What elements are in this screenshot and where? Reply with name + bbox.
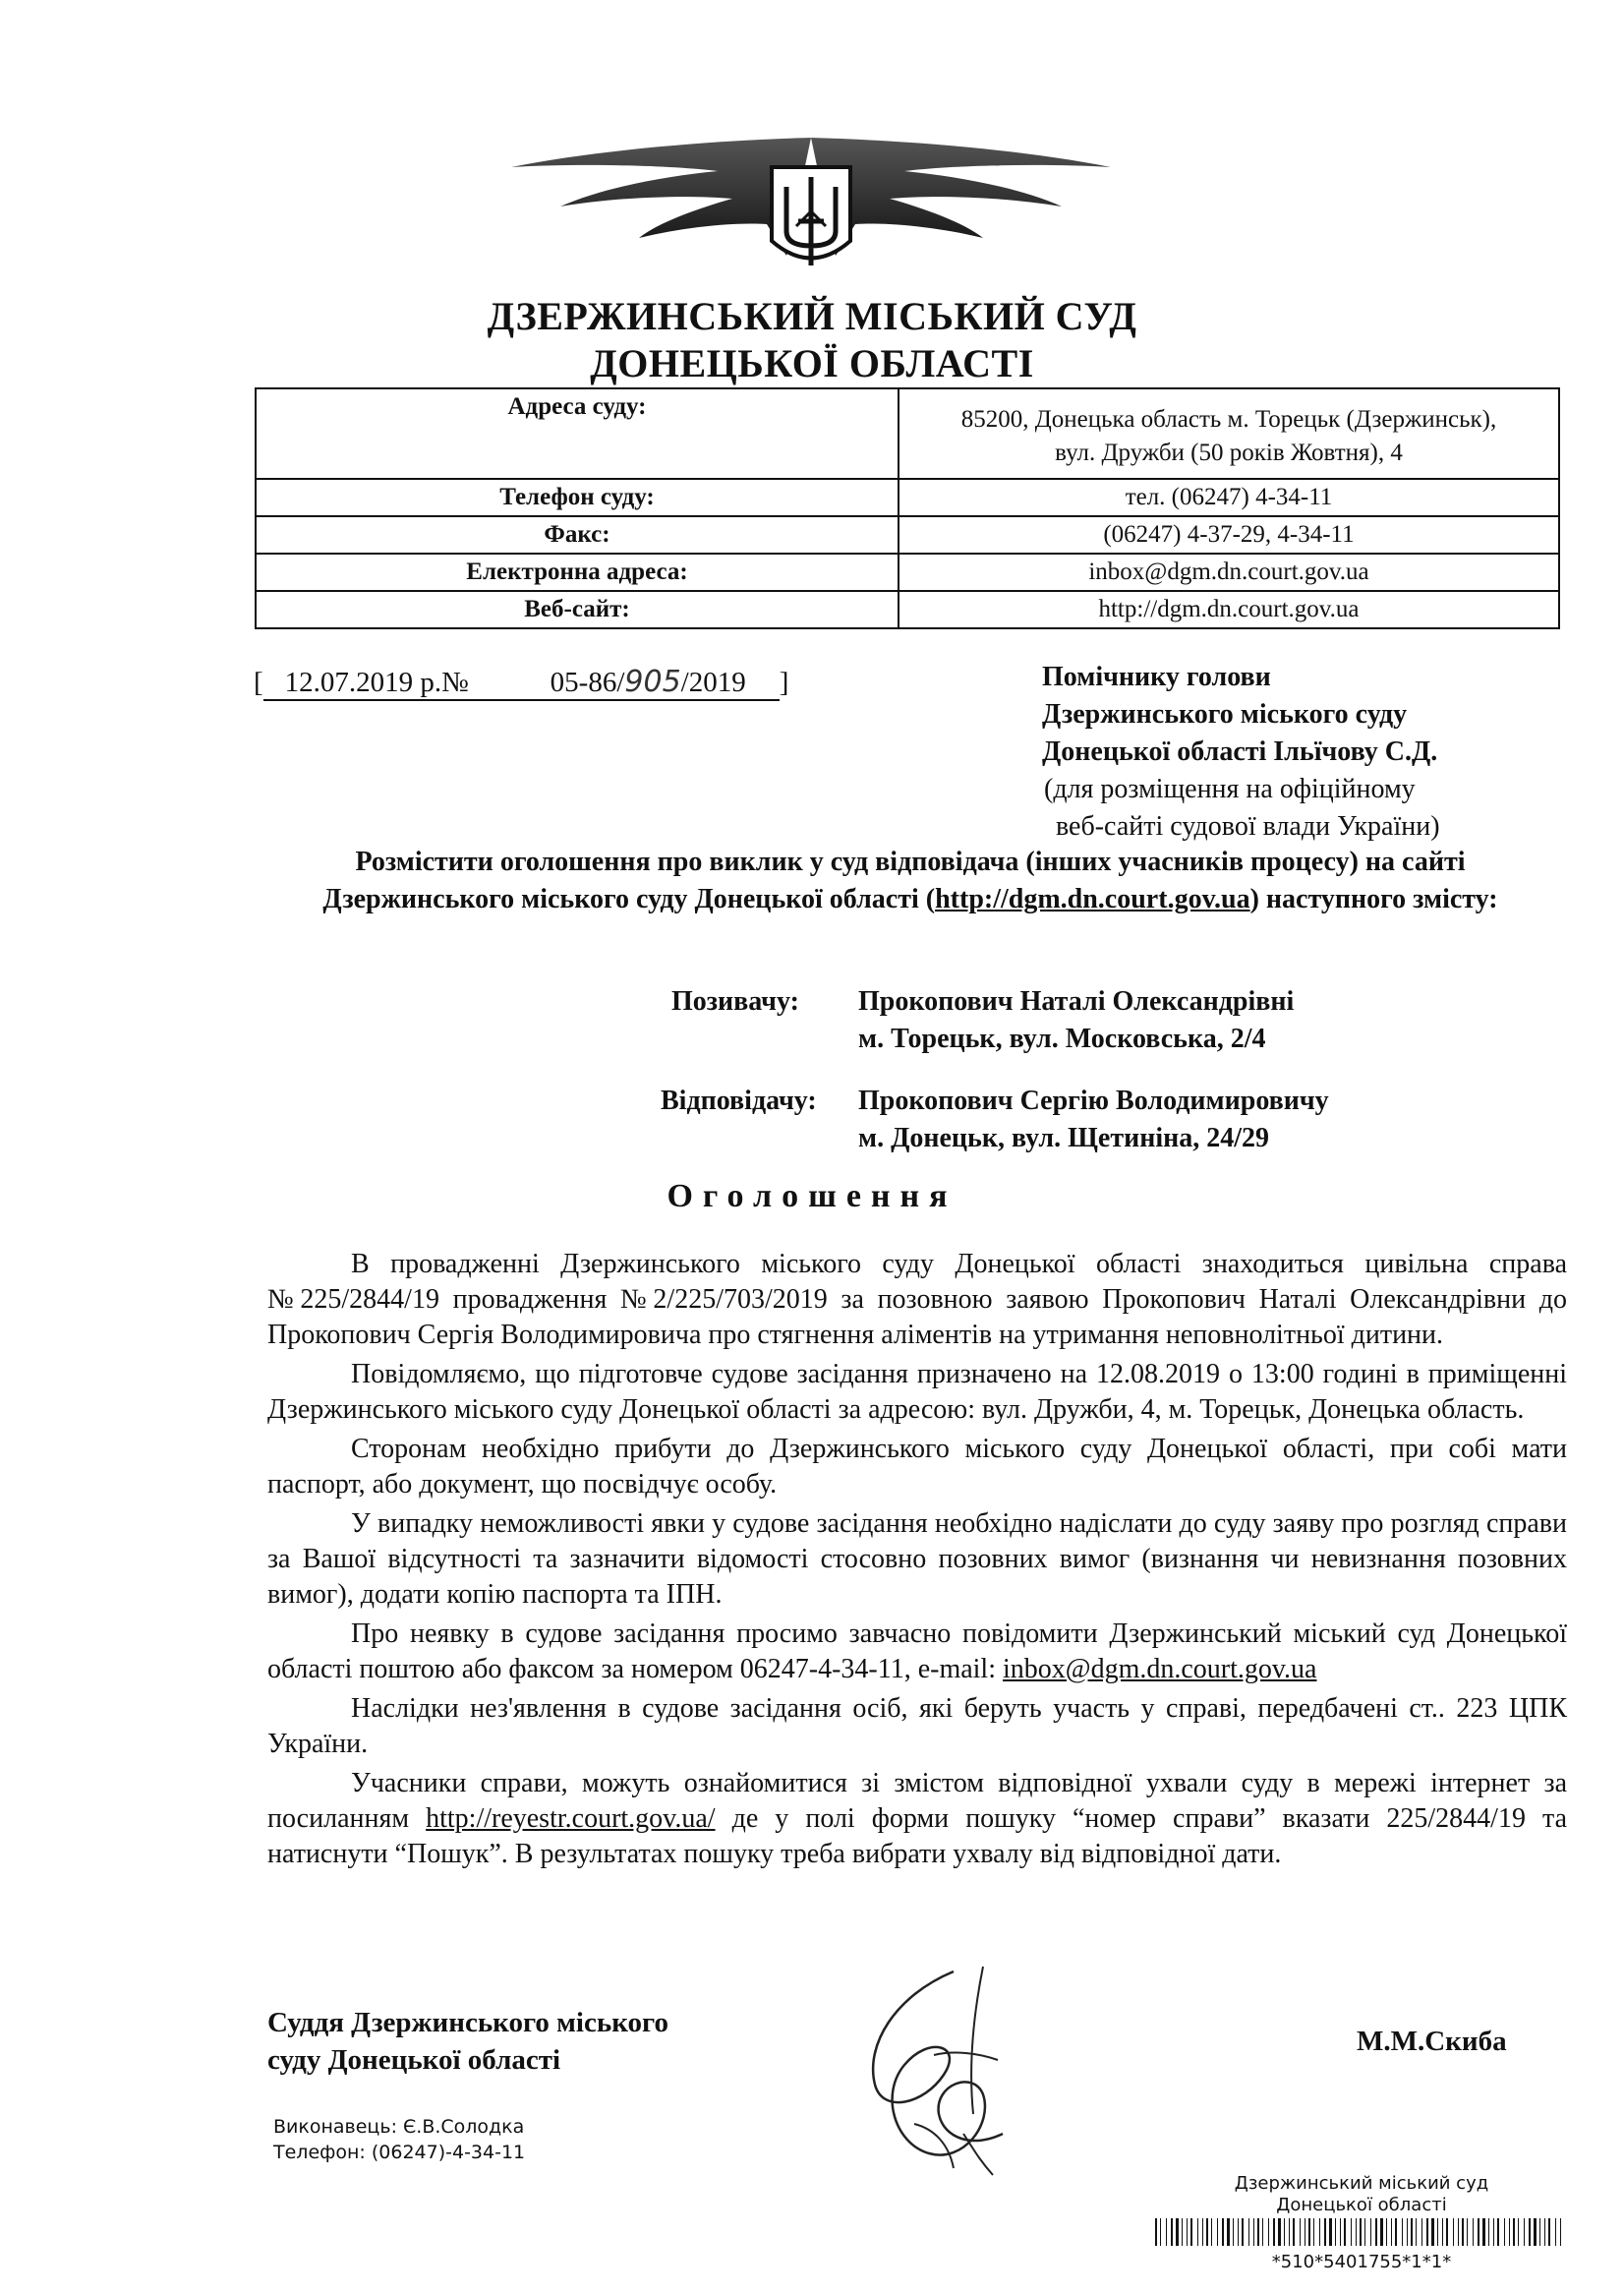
barcode-bar [1313, 2218, 1314, 2246]
barcode-bar [1544, 2218, 1545, 2246]
instruction-line2-start: Дзержинського міського суду Донецької області ( [322, 884, 936, 914]
barcode-bar [1453, 2218, 1454, 2246]
barcode-bar [1197, 2218, 1198, 2246]
barcode-bar [1437, 2218, 1438, 2246]
barcode-bar [1351, 2218, 1352, 2246]
announcement-title: Оголошення [667, 1178, 957, 1214]
registry-link[interactable]: http://reyestr.court.gov.ua/ [426, 1803, 716, 1834]
court-title-line2: ДОНЕЦЬКОЇ ОБЛАСТІ [590, 341, 1034, 385]
website-label: Веб-сайт: [256, 591, 899, 628]
barcode-bar [1344, 2218, 1346, 2246]
barcode-bar [1504, 2218, 1505, 2246]
paragraph-notify-text: Про неявку в судове засідання просимо завчасно повідомити Дзержинський міський суд Донецької області поштою або факсом за номером 06247-4-34-11, e-mail: [267, 1618, 1567, 1684]
announcement-body [267, 1247, 1567, 1876]
barcode-bar [1190, 2218, 1192, 2246]
barcode-bar [1176, 2218, 1179, 2246]
court-title [0, 293, 1624, 387]
court-website-link[interactable]: http://dgm.dn.court.gov.ua [935, 884, 1250, 914]
barcode-bar [1300, 2218, 1301, 2246]
barcode-bar [1446, 2218, 1448, 2246]
registry-stamp [1131, 2173, 1593, 2273]
barcode-bar [1222, 2218, 1224, 2246]
barcode-bar [1364, 2218, 1365, 2246]
barcode-bar [1356, 2218, 1357, 2246]
barcode-bar [1411, 2218, 1413, 2246]
judge-name: М.М.Скиба [1357, 2026, 1507, 2057]
instruction-text [252, 844, 1569, 918]
barcode [1155, 2218, 1568, 2246]
signer-block [267, 2004, 668, 2079]
barcode-bar [1529, 2218, 1531, 2246]
court-email-link[interactable]: inbox@dgm.dn.court.gov.ua [1003, 1654, 1317, 1684]
plaintiff-block [858, 983, 1294, 1058]
paragraph-registry [267, 1766, 1567, 1872]
barcode-bar [1391, 2218, 1392, 2246]
barcode-bar [1482, 2218, 1485, 2246]
barcode-bar [1211, 2218, 1212, 2246]
recipient-line3: Донецької області Ільїчову С.Д. [1042, 736, 1438, 767]
barcode-bar [1402, 2218, 1403, 2246]
barcode-bar [1467, 2218, 1468, 2246]
recipient-line5: веб-сайті судової влади України) [1056, 811, 1440, 842]
barcode-bar [1442, 2218, 1443, 2246]
fax-label: Факс: [256, 516, 899, 554]
barcode-bar [1187, 2218, 1188, 2246]
barcode-bar [1329, 2218, 1332, 2246]
plaintiff-label: Позивачу: [671, 986, 799, 1017]
defendant-name: Прокопович Сергію Володимировичу [858, 1086, 1329, 1116]
recipient-line2: Дзержинського міського суду [1042, 699, 1408, 730]
phone-label: Телефон суду: [256, 479, 899, 516]
barcode-bar [1555, 2218, 1556, 2246]
barcode-bar [1206, 2218, 1208, 2246]
barcode-bar [1395, 2218, 1397, 2246]
barcode-bar [1273, 2218, 1275, 2246]
barcode-bar [1416, 2218, 1417, 2246]
recipient-line4: (для розміщення на офіційному [1044, 774, 1416, 804]
court-contacts-table [255, 387, 1560, 629]
court-title-line1: ДЗЕРЖИНСЬКИЙ МІСЬКИЙ СУД [487, 294, 1137, 338]
handwritten-signature [836, 1957, 1022, 2183]
barcode-bar [1524, 2218, 1525, 2246]
paragraph-hearing: Повідомляємо, що підготовче судове засідання призначено на 12.08.2019 о 13:00 годині в приміщенні Дзержинського міського суду Донецької області за адресою: вул. Дружби, 4, м. Торецьк, Донецька область. [267, 1359, 1567, 1425]
defendant-label: Відповідачу: [661, 1086, 817, 1116]
barcode-bar [1217, 2218, 1218, 2246]
defendant-address: м. Донецьк, вул. Щетиніна, 24/29 [858, 1123, 1270, 1153]
address-line1: 85200, Донецька область м. Торецьк (Дзержинськ), [960, 406, 1497, 433]
email-value: inbox@dgm.dn.court.gov.ua [899, 554, 1559, 591]
address-row [256, 388, 1559, 479]
barcode-bar [1421, 2218, 1422, 2246]
barcode-bar [1513, 2218, 1515, 2246]
barcode-bar [1242, 2218, 1244, 2246]
barcode-bar [1278, 2218, 1281, 2246]
barcode-bar [1257, 2218, 1259, 2246]
paragraph-arrival: Сторонам необхідно прибути до Дзержинського міського суду Донецької області, при собі мати паспорт, або документ, що посвідчує особу. [267, 1434, 1567, 1500]
stamp-line1: Дзержинський міський суд [1234, 2173, 1489, 2194]
fax-value: (06247) 4-37-29, 4-34-11 [899, 516, 1559, 554]
barcode-bar [1509, 2218, 1510, 2246]
barcode-bar [1253, 2218, 1254, 2246]
signer-line1: Суддя Дзержинського міського [267, 2007, 668, 2038]
instruction-line1: Розмістити оголошення про виклик у суд відповідача (інших учасників процесу) на сайті [355, 847, 1466, 877]
barcode-text: *510*5401755*1*1* [1271, 2252, 1452, 2272]
paragraph-consequences: Наслідки нез'явлення в судове засідання осіб, які беруть участь у справі, передбачені ст.. 223 ЦПК України. [267, 1693, 1567, 1759]
ref-number-handwritten: 905 [624, 665, 681, 699]
ref-date: 12.07.2019 р.№ [263, 667, 482, 701]
fax-row [256, 516, 1559, 554]
barcode-bar [1497, 2218, 1499, 2246]
phone-row [256, 479, 1559, 516]
barcode-bar [1380, 2218, 1383, 2246]
barcode-bar [1284, 2218, 1285, 2246]
plaintiff-address: м. Торецьк, вул. Московська, 2/4 [858, 1024, 1266, 1054]
barcode-bar [1319, 2218, 1320, 2246]
paragraph-registry-start: Учасники справи, можуть ознайомитися зі змістом відповідної ухвали суду в мережі інтернет за посиланням [267, 1768, 1567, 1834]
barcode-bar [1268, 2218, 1269, 2246]
barcode-bar [1166, 2218, 1167, 2246]
address-line2: вул. Дружби (50 років Жовтня), 4 [1055, 440, 1403, 466]
plaintiff-name: Прокопович Наталі Олександрівні [858, 986, 1295, 1017]
barcode-bar [1478, 2218, 1479, 2246]
paragraph-registry-end: де у полі форми пошуку “номер справи” вказати 225/2844/19 та натиснути “Пошук”. В результатах пошуку треба вибрати ухвалу від відповідної дати. [267, 1803, 1568, 1869]
barcode-bar [1375, 2218, 1377, 2246]
court-emblem-logo [492, 128, 1131, 285]
instruction-line2-end: ) наступного змісту: [1249, 884, 1498, 914]
barcode-bar [1308, 2218, 1310, 2246]
ref-number-suffix: /2019 [680, 667, 746, 698]
barcode-bar [1340, 2218, 1341, 2246]
barcode-bar [1289, 2218, 1290, 2246]
executor-name: Виконавець: Є.В.Солодка [273, 2116, 525, 2138]
address-value [899, 388, 1559, 479]
website-value: http://dgm.dn.court.gov.ua [899, 591, 1559, 628]
recipient-block [1042, 659, 1440, 846]
barcode-bar [1335, 2218, 1336, 2246]
barcode-bar [1539, 2218, 1540, 2246]
email-label: Електронна адреса: [256, 554, 899, 591]
stamp-line2: Донецької області [1276, 2195, 1447, 2215]
document-reference [254, 665, 788, 701]
barcode-bar [1534, 2218, 1537, 2246]
barcode-bar [1560, 2218, 1561, 2246]
barcode-bar [1182, 2218, 1183, 2246]
barcode-bar [1262, 2218, 1263, 2246]
barcode-bar [1324, 2218, 1326, 2246]
email-row [256, 554, 1559, 591]
defendant-block [858, 1083, 1329, 1157]
barcode-bar [1518, 2218, 1519, 2246]
barcode-bar [1233, 2218, 1234, 2246]
phone-value: тел. (06247) 4-34-11 [899, 479, 1559, 516]
paragraph-notify [267, 1617, 1567, 1687]
barcode-bar [1248, 2218, 1249, 2246]
barcode-bar [1238, 2218, 1239, 2246]
website-row [256, 591, 1559, 628]
address-label: Адреса суду: [256, 388, 899, 479]
paragraph-absence: У випадку неможливості явки у судове засідання необхідно надіслати до суду заяву про розгляд справи за Вашої відсутності та зазначити відомості стосовно позовних вимог (визнання чи невизнання позовних вимог), додати копію паспорта та ІПН. [267, 1508, 1567, 1610]
barcode-bar [1171, 2218, 1173, 2246]
barcode-bar [1227, 2218, 1230, 2246]
barcode-bar [1293, 2218, 1295, 2246]
paragraph-case: В провадженні Дзержинського міського суду Донецької області знаходиться цивільна справа №225/2844/19 провадження №2/225/703/2019 за позовною заявою Прокопович Наталі Олександрівни до Прокопович Сергія Володимировича про стягнення аліментів на утримання неповнолітньої дитини. [267, 1249, 1567, 1350]
barcode-bar [1473, 2218, 1474, 2246]
barcode-bar [1386, 2218, 1387, 2246]
barcode-bar [1202, 2218, 1203, 2246]
barcode-bar [1155, 2218, 1157, 2246]
barcode-bar [1360, 2218, 1362, 2246]
ref-number-prefix: 05-86/ [550, 667, 625, 698]
recipient-line1: Помічнику голови [1042, 662, 1271, 692]
executor-phone: Телефон: (06247)-4-34-11 [273, 2142, 526, 2163]
barcode-bar [1160, 2218, 1161, 2246]
ref-bracket-close: ] [779, 667, 789, 698]
ref-bracket-open: [ [254, 667, 263, 698]
barcode-bar [1426, 2218, 1428, 2246]
barcode-bar [1462, 2218, 1464, 2246]
barcode-bar [1370, 2218, 1371, 2246]
barcode-bar [1493, 2218, 1494, 2246]
barcode-bar [1488, 2218, 1489, 2246]
signer-line2: суду Донецької області [267, 2044, 561, 2076]
barcode-bar [1548, 2218, 1550, 2246]
barcode-bar [1458, 2218, 1459, 2246]
executor-block [273, 2114, 525, 2165]
barcode-bar [1407, 2218, 1408, 2246]
barcode-bar [1431, 2218, 1434, 2246]
